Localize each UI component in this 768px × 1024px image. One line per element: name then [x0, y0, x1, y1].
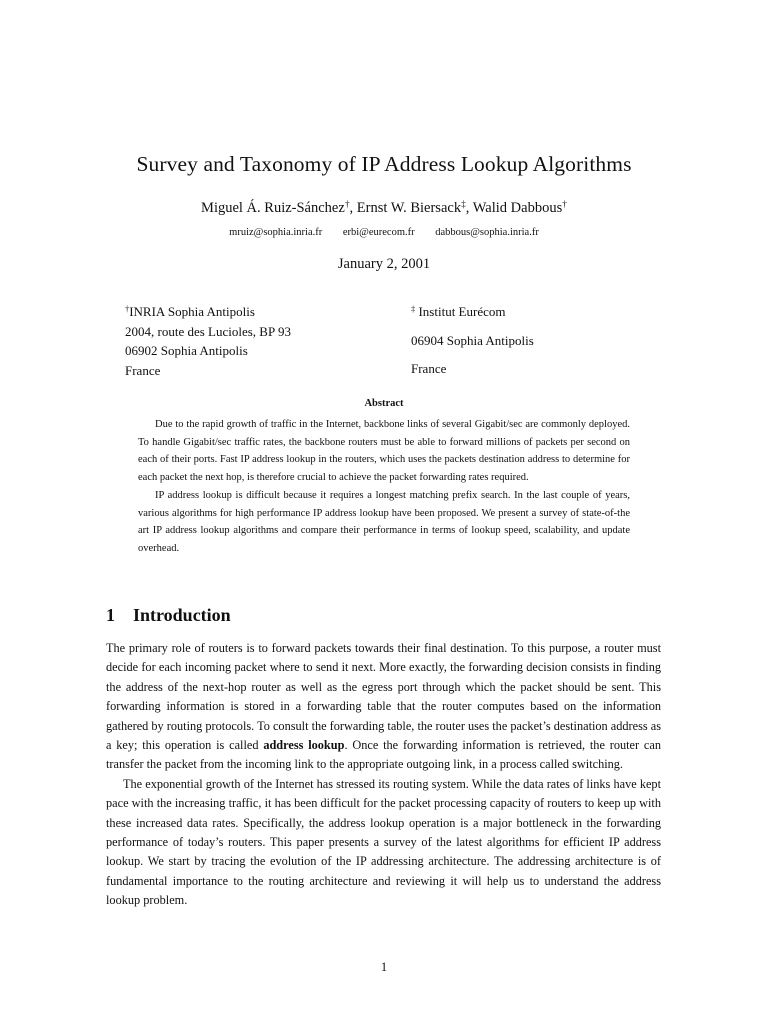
body-paragraph: The exponential growth of the Internet has stressed its routing system. While the data rates of links have kept pace with the increasing traffic, it has been difficult for the packet processing capacity of routers to keep up with these increased data rates. Specifically, the address lookup operation is a major bottleneck in the forwarding performance of today’s routers. This paper presents a survey of the latest algorithms for efficient IP address lookup. We start by tracing the evolution of the IP addressing architecture. The addressing architecture is of fundamental importance to the routing architecture and reviewing it will help us to understand the address lookup problem.: [106, 776, 661, 908]
email-address: dabbous@sophia.inria.fr: [435, 227, 539, 238]
affiliation-mark: ‡: [411, 303, 416, 314]
section-heading: [106, 605, 231, 626]
abstract-body: [138, 416, 630, 558]
affiliation-inria: [125, 302, 385, 380]
affiliation-line: 2004, route des Lucioles, BP 93: [125, 323, 291, 339]
author-affiliation-mark: †: [562, 199, 567, 210]
email-address: mruiz@sophia.inria.fr: [229, 227, 323, 238]
affiliation-line: ‡ Institut Eurécom: [411, 303, 506, 319]
author-name: Ernst W. Biersack: [356, 200, 462, 216]
author-affiliation-mark: ‡: [461, 199, 466, 210]
author-name: Walid Dabbous: [472, 200, 563, 216]
affiliation-line: France: [125, 362, 161, 378]
affiliation-mark: †: [125, 303, 130, 314]
section-number: 1: [106, 605, 115, 625]
author-affiliation-mark: †: [344, 199, 350, 210]
section-title: Introduction: [133, 605, 231, 625]
author-separator: ,: [465, 200, 473, 216]
affiliation-eurecom: [411, 302, 671, 379]
abstract-paragraph: IP address lookup is difficult because it requires a longest matching prefix search. In the last couple of years, various algorithms for high performance IP address lookup have been proposed. We present a survey of state-of-the art IP address lookup algorithms and compare their performance in terms of lookup speed, scalability, and update overhead.: [138, 489, 630, 554]
affiliation-line: 06904 Sophia Antipolis: [411, 332, 534, 348]
author-separator: ,: [349, 200, 357, 216]
body-paragraph: The primary role of routers is to forward packets towards their final destination. To this purpose, a router must decide for each incoming packet where to send it next. More exactly, the forwarding decision consists in finding the address of the next-hop router as well as the egress port through which the packet should be sent. This forwarding information is stored in a forwarding table that the router computes based on the information gathered by routing protocols. To consult the forwarding table, the router uses the packet’s destination address as a key; this operation is called address lookup. Once the forwarding information is retrieved, the router can transfer the packet from the incoming link to the appropriate outgoing link, in a process called switching.: [106, 641, 661, 772]
abstract-paragraph: Due to the rapid growth of traffic in the Internet, backbone links of several Gigabit/sec are commonly deployed. To handle Gigabit/sec traffic rates, the backbone routers must be able to forward millions of packets per second on each of their ports. Fast IP address lookup in the routers, which uses the packets destination address to determine for each packet the next hop, is therefore crucial to achieve the packet forwarding rates required.: [138, 419, 630, 484]
introduction-body: [106, 639, 661, 911]
abstract-heading: Abstract: [364, 398, 404, 409]
author-list: [0, 200, 768, 217]
email-address: erbi@eurecom.fr: [342, 227, 415, 238]
paper-title: Survey and Taxonomy of IP Address Lookup Algorithms: [136, 152, 632, 176]
affiliation-line: †INRIA Sophia Antipolis: [125, 303, 255, 319]
page-number: 1: [380, 960, 388, 974]
bold-term: address lookup: [263, 738, 345, 753]
author-emails: [0, 227, 768, 238]
author-name: Miguel Á. Ruiz-Sánchez: [201, 200, 345, 216]
affiliation-line: 06902 Sophia Antipolis: [125, 343, 248, 358]
publication-date: January 2, 2001: [337, 256, 431, 272]
affiliation-line: France: [411, 361, 447, 376]
